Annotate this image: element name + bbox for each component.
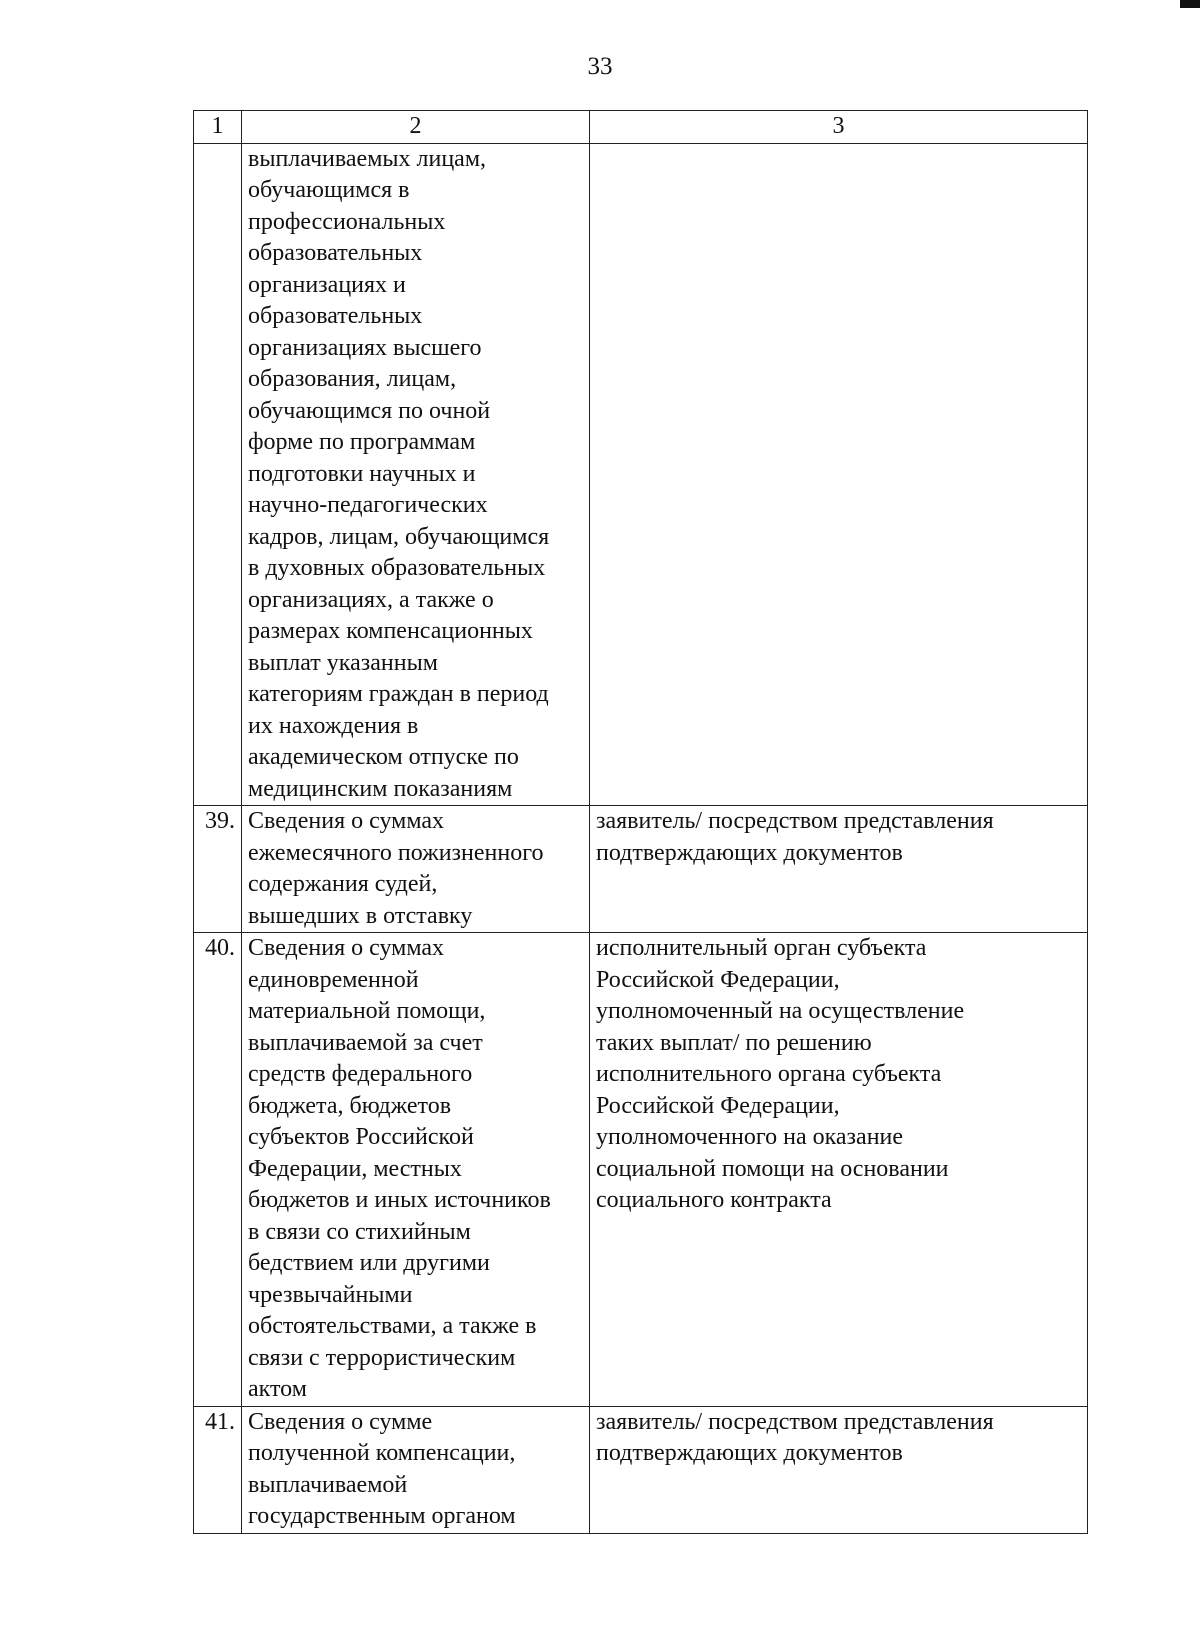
row-number-cell: 39. [194, 806, 242, 933]
row-source-cell: исполнительный орган субъекта Российской Федерации, уполномоченный на осуществление таких выплат/ по решению исполнительного органа субъекта Российской Федерации, уполномоченного на оказание социальной помощи на основании социального контракта [590, 933, 1088, 1407]
row-number-cell [194, 143, 242, 806]
row-description-cell: Сведения о суммах ежемесячного пожизненного содержания судей, вышедших в отставку [242, 806, 590, 933]
row-description-cell: выплачиваемых лицам, обучающимся в профессиональных образовательных организациях и образовательных организациях высшего образования, лицам, обучающимся по очной форме по программам подготовки научных и научно-педагогических кадров, лицам, обучающимся в духовных образовательных организациях, а также о размерах компенсационных выплат указанным категориям граждан в период их нахождения в академическом отпуске по медицинским показаниям [242, 143, 590, 806]
column-header-2: 2 [242, 111, 590, 144]
table-row [194, 806, 1088, 933]
row-number-cell: 41. [194, 1406, 242, 1533]
column-header-3: 3 [590, 111, 1088, 144]
scan-corner-mark [1180, 0, 1200, 8]
page-number: 33 [587, 53, 613, 80]
table-row [194, 933, 1088, 1407]
row-description-cell: Сведения о суммах единовременной материальной помощи, выплачиваемой за счет средств федерального бюджета, бюджетов субъектов Российской Федерации, местных бюджетов и иных источников в связи со стихийным бедствием или другими чрезвычайными обстоятельствами, а также в связи с террористическим актом [242, 933, 590, 1407]
table-row [194, 1406, 1088, 1533]
table-body [194, 143, 1088, 1533]
row-number-cell: 40. [194, 933, 242, 1407]
document-table [193, 110, 1088, 1534]
row-source-cell: заявитель/ посредством представления подтверждающих документов [590, 1406, 1088, 1533]
row-source-cell [590, 143, 1088, 806]
table-header [194, 111, 1088, 144]
column-header-1: 1 [194, 111, 242, 144]
table-header-row [194, 111, 1088, 144]
table-row [194, 143, 1088, 806]
row-source-cell: заявитель/ посредством представления подтверждающих документов [590, 806, 1088, 933]
row-description-cell: Сведения о сумме полученной компенсации, выплачиваемой государственным органом [242, 1406, 590, 1533]
